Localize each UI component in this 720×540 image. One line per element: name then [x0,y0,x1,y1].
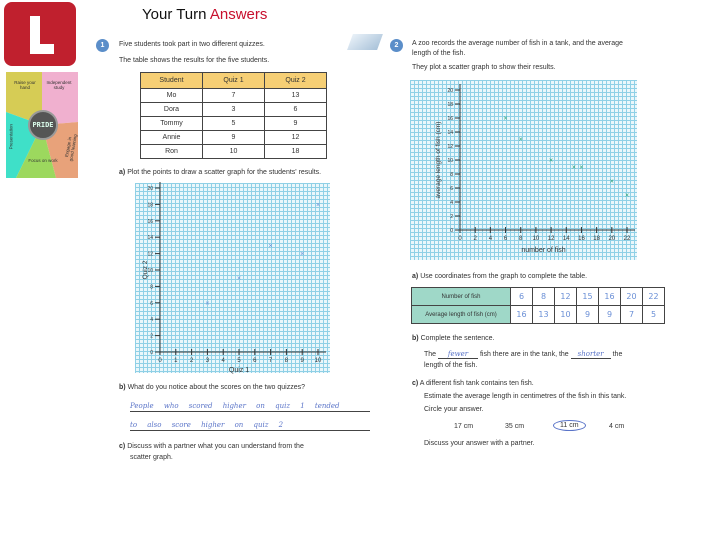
q2-intro2: length of the fish. [412,50,466,57]
x-tick-label: 9 [300,358,304,364]
option-11cm-circled[interactable]: 11 cm [553,420,586,431]
x-axis-label: number of fish [521,247,566,254]
y-tick-label: 12 [147,251,153,258]
data-point: × [518,136,523,144]
answer-line-1[interactable]: People who scored higher on quiz 1 tended [130,402,370,412]
input-cell[interactable]: 16 [511,306,533,324]
y-tick-label: 8 [450,172,453,178]
y-tick-label: 4 [150,317,153,324]
x-tick-label: 4 [488,236,493,242]
cell: 12 [265,131,327,145]
y-tick-label: 18 [447,102,453,108]
y-tick-label: 14 [147,235,153,242]
table-header: Student [141,73,203,89]
part-label: c) [119,443,126,450]
cell: 9 [265,117,327,131]
data-point: × [268,242,273,250]
q1-intro: Five students took part in two different quizzes. [119,41,265,48]
x-tick-label: 18 [593,236,600,242]
title-text: Your Turn [142,6,207,23]
part-label: c) [412,380,419,387]
q1b-text: What do you notice about the scores on the two quizzes? [127,384,306,391]
y-tick-label: 10 [447,158,453,164]
fish-table [411,287,665,324]
y-tick-label: 14 [447,130,453,136]
input-cell[interactable]: 7 [621,306,643,324]
cell: 5 [203,117,265,131]
part-label: b) [412,335,419,342]
sentence-text: The [424,351,437,358]
x-tick-label: 0 [158,358,162,364]
cell: 18 [265,145,327,159]
sentence-text: length of the fish. [424,362,478,369]
cell: Dora [141,103,203,117]
data-point: × [315,201,321,209]
option-17cm[interactable]: 17 cm [454,423,474,430]
question-number: 1 [96,39,109,52]
input-cell[interactable]: 9 [599,306,621,324]
q1a-text: Plot the points to draw a scatter graph for the students' results. [127,169,322,176]
cell: 3 [203,103,265,117]
cell: 10 [203,145,265,159]
data-point: × [624,192,630,200]
x-tick-label: 2 [473,236,477,242]
data-point: × [205,300,210,308]
table-row [412,306,665,324]
q2c-text4: Discuss your answer with a partner. [424,440,535,447]
cell: Ron [141,145,203,159]
table-header: Quiz 2 [265,73,327,89]
y-tick-label: 8 [150,284,153,291]
title-answers: Answers [209,6,268,23]
question-number: 2 [390,39,403,52]
x-tick-label: 2 [189,358,194,364]
input-cell[interactable]: 15 [577,288,599,306]
y-tick-label: 2 [450,214,453,220]
input-cell[interactable]: 20 [621,288,643,306]
blank-1[interactable]: fewer [438,350,478,359]
q1c-text: Discuss with a partner what you can understand from the [127,443,304,450]
x-tick-label: 12 [547,236,555,242]
x-tick-label: 16 [578,236,585,242]
y-tick-label: 0 [150,350,153,356]
x-axis-label: Quiz 1 [228,367,250,374]
y-axis-label: Quiz 2 [142,260,149,280]
sentence-text: fish there are in the tank, the [479,351,569,358]
q2c-text: A different fish tank contains ten fish. [419,380,534,387]
input-cell[interactable]: 16 [599,288,621,306]
q2b-text: Complete the sentence. [420,335,495,342]
y-tick-label: 4 [450,200,453,206]
cell: 7 [203,89,265,103]
table-header: Quiz 1 [203,73,265,89]
y-tick-label: 12 [447,144,453,150]
data-point: × [236,275,242,283]
x-tick-label: 4 [221,358,225,364]
y-axis-label: average length of fish (cm) [435,121,442,199]
blank-2[interactable]: shorter [571,350,611,359]
poster-segment: Raise your hand [14,80,36,91]
cell: Mo [141,89,203,103]
y-tick-label: 18 [147,202,153,209]
x-tick-label: 5 [237,358,241,364]
poster-segment: Focus on work [28,158,58,163]
q2-intro: A zoo records the average number of fish in a tank, and the average [412,40,623,47]
x-tick-label: 20 [608,236,616,242]
q2c-text3: Circle your answer. [424,406,484,413]
q1-intro2: The table shows the results for the five students. [119,57,270,64]
cell: 13 [265,89,327,103]
option-4cm[interactable]: 4 cm [609,423,625,430]
cell: 9 [203,131,265,145]
y-tick-label: 2 [150,333,153,340]
input-cell[interactable]: 10 [555,306,577,324]
part-label: a) [412,273,419,280]
x-tick-label: 14 [562,236,570,242]
pride-badge: PRIDE [28,110,58,140]
cell: 6 [265,103,327,117]
data-point: × [300,251,305,259]
cell: Annie [141,131,203,145]
y-tick-label: 16 [147,218,153,225]
q2-intro3: They plot a scatter graph to show their results. [412,64,556,71]
data-point: × [571,164,576,172]
x-tick-label: 8 [284,358,289,364]
cell: Tommy [141,117,203,131]
input-cell[interactable]: 8 [533,288,555,306]
data-point: × [609,178,614,186]
poster-segment: Presentation [8,124,14,150]
y-tick-label: 0 [450,228,453,234]
x-tick-label: 6 [253,358,257,364]
input-cell[interactable]: 12 [555,288,577,306]
x-tick-label: 3 [205,358,210,364]
q1c-text2: scatter graph. [130,454,173,461]
y-tick-label: 20 [147,186,153,192]
input-cell[interactable]: 6 [511,288,533,306]
input-cell[interactable]: 5 [643,306,665,324]
part-label: a) [119,169,126,176]
q2a-text: Use coordinates from the graph to complete the table. [420,273,588,280]
table-row [412,288,665,306]
poster-segment: Engage in good learning [63,133,78,162]
input-cell[interactable]: 13 [533,306,555,324]
poster-segment: Independent study [46,80,72,91]
input-cell[interactable]: 22 [643,288,665,306]
x-tick-label: 10 [532,236,540,242]
sentence-text: the [612,351,623,358]
y-tick-label: 20 [447,88,453,94]
row-label: Average length of fish (cm) [412,306,511,324]
y-tick-label: 10 [147,268,153,274]
data-point: × [579,164,584,172]
x-tick-label: 6 [503,236,508,242]
y-tick-label: 6 [450,186,453,192]
x-tick-label: 10 [314,358,322,364]
input-cell[interactable]: 9 [577,306,599,324]
y-tick-label: 6 [150,300,153,307]
answer-line-2[interactable]: to also score higher on quiz 2 [130,421,370,431]
x-tick-label: 0 [458,236,462,242]
data-point: × [503,115,508,123]
part-label: b) [119,384,126,391]
y-tick-label: 16 [447,116,453,122]
x-tick-label: 7 [268,358,273,364]
option-35cm[interactable]: 35 cm [505,423,525,430]
q2c-text2: Estimate the average length in centimetres of the fish in this tank. [424,393,627,400]
data-point: × [549,157,554,165]
x-tick-label: 1 [174,358,178,364]
x-tick-label: 8 [519,236,523,242]
row-label: Number of fish [412,288,511,306]
x-tick-label: 22 [623,236,631,242]
